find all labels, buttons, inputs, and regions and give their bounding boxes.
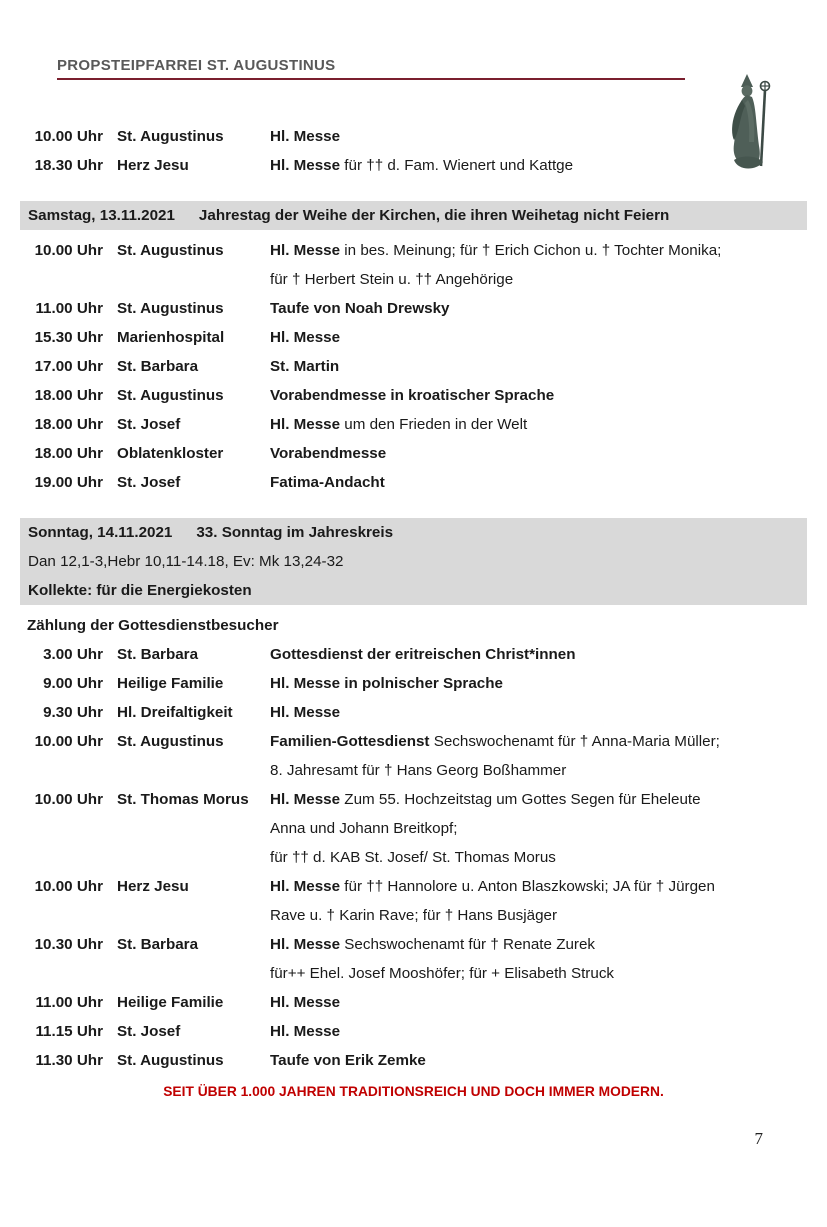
description-line — [270, 1017, 827, 1046]
description-bold: Hl. Messe — [270, 878, 341, 895]
description-line — [270, 727, 827, 756]
schedule-row — [0, 468, 827, 497]
description-line — [270, 236, 827, 265]
row-time: 17.00 Uhr — [34, 358, 103, 375]
kollekte-line: Kollekte: für die Energiekosten — [28, 582, 252, 599]
row-time: 11.30 Uhr — [35, 1052, 103, 1069]
description-bold: Gottesdienst der eritreischen Christ*innen — [270, 646, 576, 663]
row-description — [270, 410, 827, 439]
section-header-sonntag — [20, 518, 807, 605]
description-bold: Hl. Messe — [270, 704, 341, 721]
footer-motto: SEIT ÜBER 1.000 JAHREN TRADITIONSREICH UND DOCH IMMER MODERN. — [163, 1084, 664, 1099]
row-place: St. Augustinus — [117, 1052, 224, 1069]
description-text: um den Frieden in der Welt — [340, 416, 528, 433]
row-place: Herz Jesu — [117, 157, 189, 174]
description-line — [270, 265, 827, 294]
row-time: 10.00 Uhr — [34, 878, 103, 895]
schedule-row — [0, 410, 827, 439]
description-line — [270, 468, 827, 497]
description-line — [270, 640, 827, 669]
section-date: Sonntag, 14.11.2021 — [28, 524, 173, 541]
row-place: St. Josef — [117, 416, 181, 433]
description-line — [270, 901, 827, 930]
description-line — [270, 352, 827, 381]
row-description — [270, 727, 827, 785]
description-text: für †† Hannolore u. Anton Blaszkowski; JA für † Jürgen — [340, 878, 715, 895]
row-description — [270, 872, 827, 930]
description-line — [270, 669, 827, 698]
description-bold: Vorabendmesse in kroatischer Sprache — [270, 387, 555, 404]
description-bold: Hl. Messe — [270, 329, 341, 346]
row-time: 18.30 Uhr — [34, 157, 103, 174]
row-description — [270, 236, 827, 294]
schedule-row — [0, 930, 827, 988]
row-description — [270, 930, 827, 988]
description-text: in bes. Meinung; für † Erich Cichon u. † Tochter Monika; — [340, 242, 722, 259]
description-text: für †† d. Fam. Wienert und Kattge — [340, 157, 574, 174]
samstag-schedule-rows — [0, 236, 827, 497]
statue-st-augustinus-image — [701, 70, 801, 174]
row-place: Oblatenkloster — [117, 445, 224, 462]
row-description — [270, 294, 827, 323]
row-place: Marienhospital — [117, 329, 225, 346]
row-place: Hl. Dreifaltigkeit — [117, 704, 233, 721]
row-description — [270, 439, 827, 468]
row-description — [270, 352, 827, 381]
row-place: St. Augustinus — [117, 733, 224, 750]
row-description — [270, 785, 827, 872]
description-bold: Hl. Messe — [270, 242, 341, 259]
row-time: 18.00 Uhr — [34, 416, 103, 433]
section-subtitle: 33. Sonntag im Jahreskreis — [196, 524, 394, 541]
readings-line: Dan 12,1-3,Hebr 10,11-14.18, Ev: Mk 13,24-32 — [28, 553, 344, 570]
row-time: 10.00 Uhr — [34, 242, 103, 259]
parish-title: PROPSTEIPFARREI ST. AUGUSTINUS — [57, 57, 336, 74]
description-line — [270, 410, 827, 439]
row-place: St. Barbara — [117, 936, 199, 953]
sonntag-schedule-rows — [0, 640, 827, 1075]
description-line — [270, 843, 827, 872]
row-time: 11.00 Uhr — [35, 300, 103, 317]
description-bold: Familien-Gottesdienst — [270, 733, 430, 750]
description-text: für++ Ehel. Josef Mooshöfer; für + Elisabeth Struck — [270, 965, 615, 982]
row-time: 18.00 Uhr — [34, 387, 103, 404]
description-bold: Taufe von Noah Drewsky — [270, 300, 450, 317]
row-time: 9.30 Uhr — [43, 704, 103, 721]
bulletin-page — [0, 57, 827, 1227]
row-time: 11.00 Uhr — [35, 994, 103, 1011]
schedule-row — [0, 294, 827, 323]
row-time: 3.00 Uhr — [43, 646, 103, 663]
description-line — [270, 439, 827, 468]
page-header — [57, 57, 685, 80]
row-place: St. Augustinus — [117, 387, 224, 404]
row-place: St. Augustinus — [117, 300, 224, 317]
description-line — [270, 381, 827, 410]
description-text: Zum 55. Hochzeitstag um Gottes Segen für Eheleute — [340, 791, 701, 808]
row-description — [270, 988, 827, 1017]
schedule-row — [0, 988, 827, 1017]
description-bold: Hl. Messe — [270, 1023, 341, 1040]
description-bold: Hl. Messe in polnischer Sprache — [270, 675, 503, 692]
row-place: St. Josef — [117, 1023, 181, 1040]
schedule-row — [0, 640, 827, 669]
description-line — [270, 988, 827, 1017]
description-line — [270, 872, 827, 901]
description-line — [270, 698, 827, 727]
row-time: 10.00 Uhr — [34, 128, 103, 145]
row-place: St. Augustinus — [117, 242, 224, 259]
row-time: 11.15 Uhr — [35, 1023, 103, 1040]
description-text: Anna und Johann Breitkopf; — [270, 820, 458, 837]
schedule-row — [0, 323, 827, 352]
row-time: 10.30 Uhr — [34, 936, 103, 953]
row-time: 18.00 Uhr — [34, 445, 103, 462]
row-place: St. Augustinus — [117, 128, 224, 145]
description-bold: Hl. Messe — [270, 791, 341, 808]
section-header-samstag — [20, 201, 807, 230]
row-description — [270, 323, 827, 352]
schedule-row — [0, 1017, 827, 1046]
description-line — [270, 756, 827, 785]
row-place: St. Thomas Morus — [117, 791, 249, 808]
description-text: für †† d. KAB St. Josef/ St. Thomas Morus — [270, 849, 556, 866]
row-description — [270, 640, 827, 669]
description-text: für † Herbert Stein u. †† Angehörige — [270, 271, 514, 288]
schedule-row — [0, 352, 827, 381]
row-description — [270, 1017, 827, 1046]
row-place: St. Barbara — [117, 646, 199, 663]
description-bold: Hl. Messe — [270, 157, 341, 174]
row-place: St. Josef — [117, 474, 181, 491]
section-heading-line — [28, 518, 807, 547]
row-place: Heilige Familie — [117, 675, 224, 692]
schedule-row — [0, 1046, 827, 1075]
schedule-row — [0, 669, 827, 698]
row-time: 15.30 Uhr — [34, 329, 103, 346]
description-bold: Hl. Messe — [270, 416, 341, 433]
schedule-row — [0, 698, 827, 727]
description-line — [270, 785, 827, 814]
description-text: Sechswochenamt für † Anna-Maria Müller; — [429, 733, 720, 750]
row-time: 9.00 Uhr — [43, 675, 103, 692]
description-line — [270, 294, 827, 323]
row-time: 10.00 Uhr — [34, 733, 103, 750]
description-bold: St. Martin — [270, 358, 340, 375]
description-bold: Fatima-Andacht — [270, 474, 385, 491]
row-description — [270, 669, 827, 698]
description-line — [270, 930, 827, 959]
description-text: Sechswochenamt für † Renate Zurek — [340, 936, 596, 953]
row-place: Heilige Familie — [117, 994, 224, 1011]
description-text: 8. Jahresamt für † Hans Georg Boßhammer — [270, 762, 567, 779]
description-bold: Hl. Messe — [270, 994, 341, 1011]
schedule-row — [0, 727, 827, 785]
description-line — [270, 959, 827, 988]
description-bold: Vorabendmesse — [270, 445, 387, 462]
schedule-row — [0, 439, 827, 468]
description-bold: Taufe von Erik Zemke — [270, 1052, 426, 1069]
description-bold: Hl. Messe — [270, 936, 341, 953]
schedule-row — [0, 236, 827, 294]
description-line — [270, 814, 827, 843]
row-place: St. Barbara — [117, 358, 199, 375]
description-text: Rave u. † Karin Rave; für † Hans Busjäger — [270, 907, 558, 924]
row-place: Herz Jesu — [117, 878, 189, 895]
row-description — [270, 1046, 827, 1075]
attendance-count-note: Zählung der Gottesdienstbesucher — [27, 617, 279, 634]
section-subtitle: Jahrestag der Weihe der Kirchen, die ihren Weihetag nicht Feiern — [198, 207, 670, 224]
schedule-row — [0, 785, 827, 872]
row-time: 10.00 Uhr — [34, 791, 103, 808]
schedule-row — [0, 872, 827, 930]
section-date: Samstag, 13.11.2021 — [28, 207, 175, 224]
row-description — [270, 381, 827, 410]
page-number: 7 — [754, 1129, 763, 1148]
row-description — [270, 468, 827, 497]
row-description — [270, 698, 827, 727]
description-bold: Hl. Messe — [270, 128, 341, 145]
row-time: 19.00 Uhr — [34, 474, 103, 491]
schedule-row — [0, 381, 827, 410]
description-line — [270, 323, 827, 352]
description-line — [270, 1046, 827, 1075]
